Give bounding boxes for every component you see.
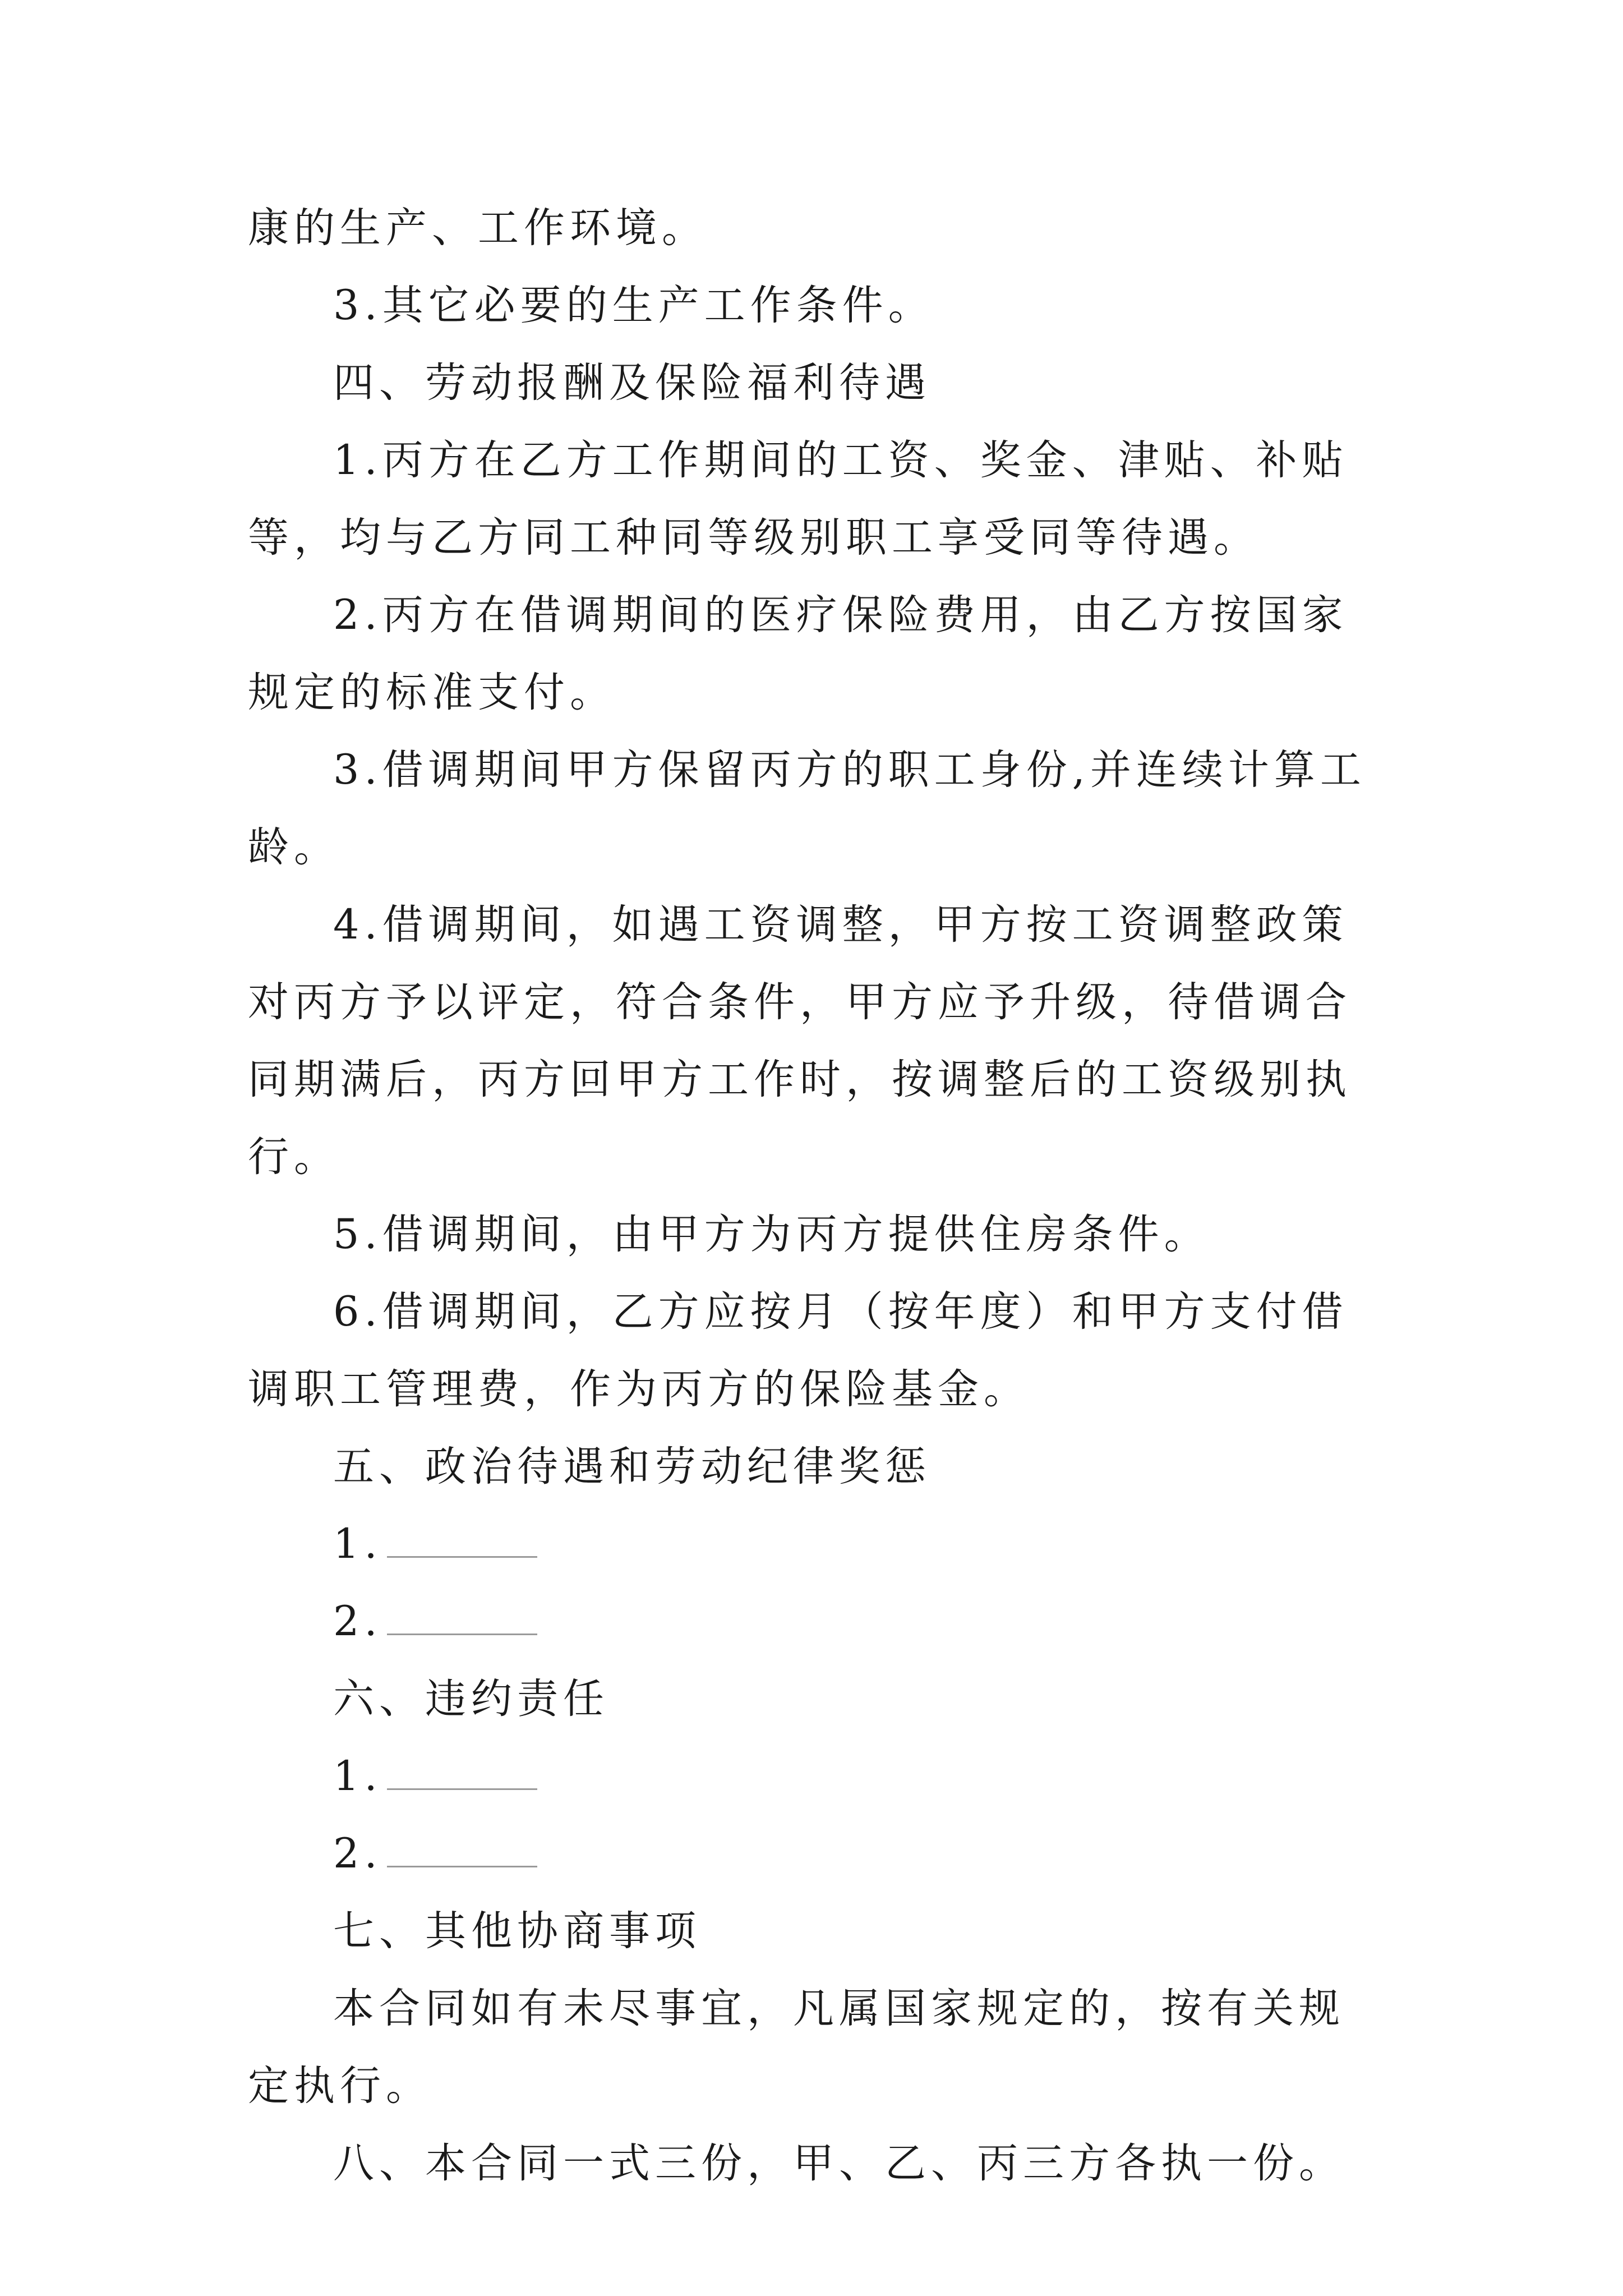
item-number: 1. (333, 1752, 382, 1800)
fill-in-blank (387, 1749, 537, 1790)
blank-item (248, 1583, 1386, 1660)
paragraph: 6.借调期间，乙方应按月（按年度）和甲方支付借调职工管理费，作为丙方的保险基金。 (248, 1288, 1348, 1413)
item-number: 2. (333, 1598, 382, 1645)
section-heading: 四、劳动报酬及保险福利待遇 (333, 359, 931, 407)
paragraph: 本合同如有未尽事宜，凡属国家规定的，按有关规定执行。 (248, 1985, 1345, 2110)
blank-item (248, 1815, 1386, 1893)
item-number: 1. (333, 1520, 382, 1568)
paragraph: 八、本合同一式三份，甲、乙、丙三方各执一份。 (333, 2139, 1345, 2187)
paragraph: 5.借调期间，由甲方为丙方提供住房条件。 (333, 1211, 1210, 1258)
section-heading: 五、政治待遇和劳动纪律奖惩 (333, 1443, 931, 1490)
blank-item (248, 1506, 1386, 1583)
paragraph: 康的生产、工作环境。 (248, 204, 708, 252)
section-heading: 七、其他协商事项 (333, 1907, 701, 1955)
section-heading: 六、违约责任 (333, 1675, 609, 1723)
paragraph: 1.丙方在乙方工作期间的工资、奖金、津贴、补贴等，均与乙方同工种同等级别职工享受同等待遇。 (248, 436, 1348, 562)
paragraph: 3.其它必要的生产工作条件。 (333, 282, 934, 329)
fill-in-blank (387, 1826, 537, 1867)
paragraph: 3.借调期间甲方保留丙方的职工身份,并连续计算工龄。 (248, 746, 1366, 871)
item-number: 2. (333, 1830, 382, 1878)
paragraph: 4.借调期间，如遇工资调整，甲方按工资调整政策对丙方予以评定，符合条件，甲方应予升级，待借调合同期满后，丙方回甲方工作时，按调整后的工资级别执行。 (248, 901, 1352, 1181)
fill-in-blank (387, 1594, 537, 1635)
blank-item (248, 1738, 1386, 1815)
document-body (248, 190, 1386, 2202)
paragraph: 2.丙方在借调期间的医疗保险费用，由乙方按国家规定的标准支付。 (248, 591, 1348, 716)
fill-in-blank (387, 1517, 537, 1558)
